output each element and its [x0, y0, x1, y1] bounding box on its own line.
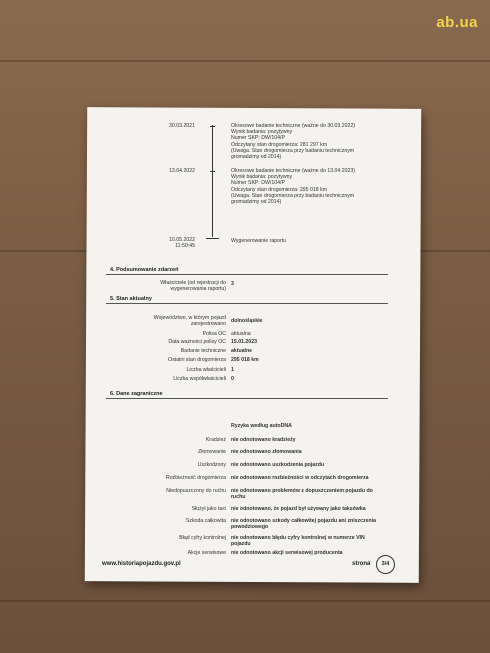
section-subtitle: Ryzyka według autoDNA	[231, 423, 292, 429]
risk-value: nie odnotowano, że pojazd był używany jako taksówka	[231, 506, 366, 512]
section-title: 5. Stan aktualny	[110, 296, 152, 302]
field-value: 15.01.2023	[231, 339, 257, 345]
risk-label: Szkoda całkowita	[185, 518, 226, 524]
risk-value: nie odnotowano akcji serwisowej producenta	[231, 550, 343, 556]
risk-label: Niedopuszczony do ruchu	[166, 488, 226, 494]
risk-value: nie odnotowano złomowania	[231, 449, 302, 455]
timeline-date: 30.03.2021	[169, 123, 195, 129]
timeline-end-marker	[206, 238, 219, 239]
field-value: aktualne	[231, 348, 253, 354]
risk-label: Akcje serwisowe	[187, 550, 226, 556]
field-value: 3	[231, 281, 234, 287]
section-divider	[106, 398, 388, 399]
field-label: Właściciele (od rejestracji do wygenerowania raportu)	[160, 280, 226, 293]
risk-value: nie odnotowano rozbieżności w odczytach drogomierza	[231, 475, 369, 481]
timeline-marker	[210, 126, 215, 127]
timeline-marker	[210, 171, 215, 172]
risk-label: Złomowanie	[198, 449, 226, 455]
field-label: Polisa OC	[202, 331, 226, 337]
field-value: 295 018 km	[231, 357, 259, 363]
footer-url[interactable]: www.historiapojazdu.gov.pl	[102, 561, 181, 567]
timeline-entry: Wygenerowanie raportu	[231, 238, 287, 244]
field-label: Badanie techniczne	[180, 348, 226, 354]
field-label: Liczba właścicieli	[186, 367, 226, 373]
wood-seam	[0, 60, 490, 62]
field-value: 1	[231, 367, 234, 373]
page-number: 3/4	[376, 555, 395, 574]
risk-label: Służył jako taxi	[191, 506, 226, 512]
risk-value: nie odnotowano kradzieży	[231, 437, 296, 443]
field-label: Województwo, w którym pojazd zarejestrowano	[153, 315, 226, 328]
brand-logo[interactable]: ab.ua	[436, 14, 478, 31]
section-divider	[106, 274, 388, 275]
section-title: 6. Dane zagraniczne	[110, 391, 163, 397]
field-label: Liczba współwłaścicieli	[173, 376, 226, 382]
timeline-line	[212, 125, 213, 237]
risk-label: Kradzież	[205, 437, 226, 443]
timeline-date: 13.04.2022	[169, 168, 195, 174]
risk-value: nie odnotowano uszkodzenia pojazdu	[231, 462, 325, 468]
risk-value: nie odnotowano szkody całkowitej pojazdu ani zniszczenia powodziowego	[231, 518, 376, 531]
section-divider	[106, 303, 388, 304]
timeline-entry: Okresowe badanie techniczne (ważne do 13.04.2023) Wynik badania: pozytywny Numer SKP: DW/104/P Odczytany stan drogomierza: 295 018 km (Uwaga. Stan drogomierza przy badaniu technicznym gromadzimy od 2014)	[231, 168, 356, 206]
field-value: 0	[231, 376, 234, 382]
field-label: Data ważności polisy OC	[168, 339, 226, 345]
page-label: strona	[352, 561, 371, 567]
wood-seam	[0, 600, 490, 602]
field-value: dolnośląskie	[231, 318, 263, 324]
risk-label: Błąd cyfry kontrolnej	[179, 535, 226, 541]
field-label: Ostatni stan drogomierza	[168, 357, 226, 363]
section-title: 4. Podsumowanie zdarzeń	[110, 267, 179, 273]
timeline-entry: Okresowe badanie techniczne (ważne do 30.03.2022) Wynik badania: pozytywny Numer SKP: DW/104/P Odczytany stan drogomierza: 281 297 km (Uwaga. Stan drogomierza przy badaniu technicznym gromadzimy od 2014)	[231, 123, 356, 161]
field-value: aktualna	[231, 331, 251, 337]
risk-label: Uszkodzony	[197, 462, 226, 468]
risk-label: Rozbieżność drogomierza	[166, 475, 226, 481]
risk-value: nie odnotowano problemów z dopuszczeniem pojazdu do ruchu	[231, 488, 373, 501]
timeline-date: 10.05.2022 11:50:45	[169, 237, 195, 250]
risk-value: nie odnotowano błędu cyfry kontrolnej w numerze VIN pojazdu	[231, 535, 365, 548]
